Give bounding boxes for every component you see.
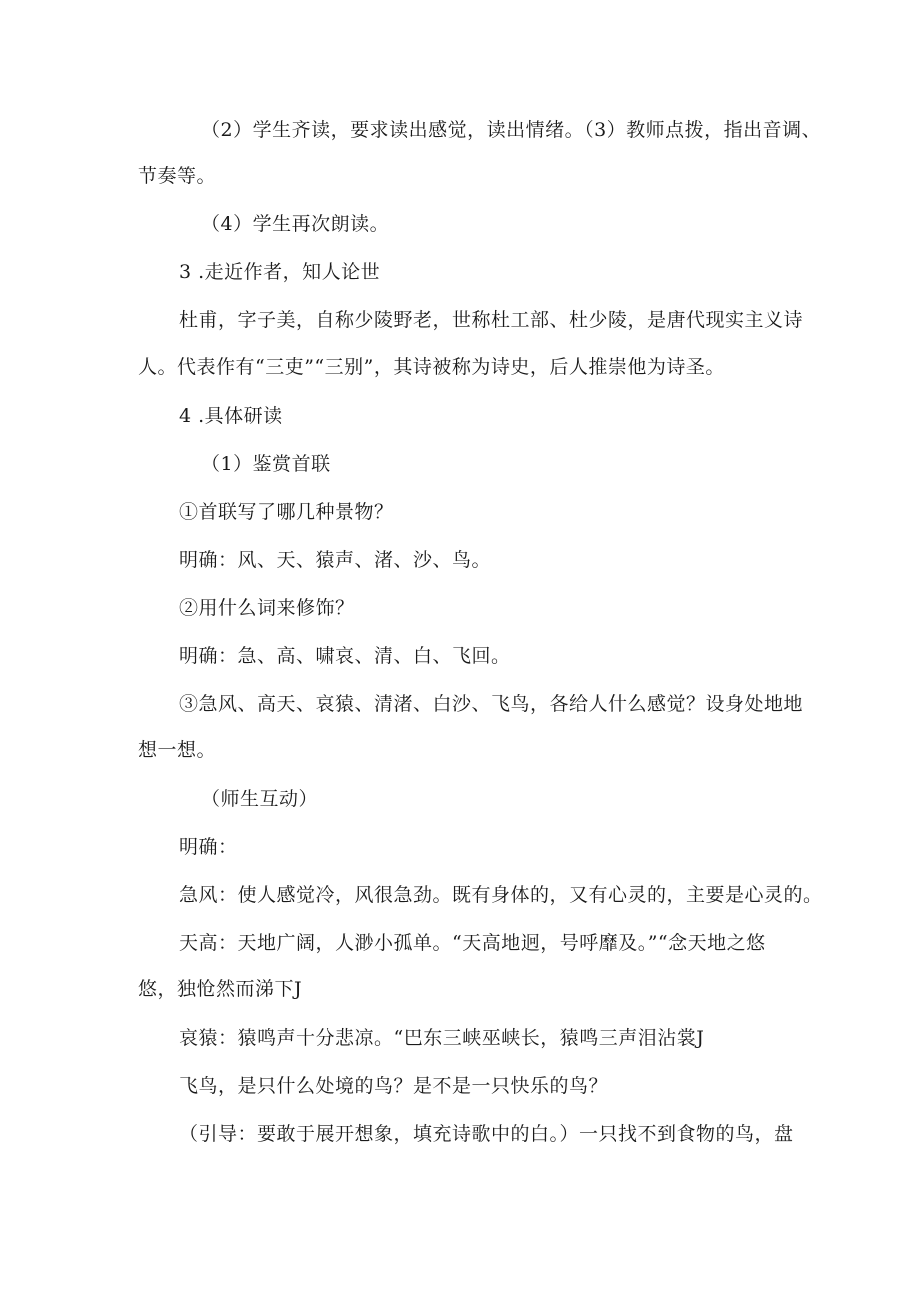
guidance-line: （引导：要敢于展开想象，填充诗歌中的白。）一只找不到食物的鸟，盘 [179, 1123, 794, 1145]
section-heading-study: 4 .具体研读 [179, 405, 283, 427]
paragraph-line-reread: （4）学生再次朗读。 [201, 213, 390, 235]
answer-label: 明确： [179, 836, 238, 858]
paragraph-line-reading-steps: （2）学生齐读，要求读出感觉，读出情绪。（3）教师点拨，指出音调、 [201, 119, 822, 141]
paragraph-line-author-bio: 杜甫，字子美，自称少陵野老，世称杜工部、杜少陵，是唐代现实主义诗 [179, 309, 804, 331]
question-line-3-cont: 想一想。 [138, 739, 217, 761]
question-line-1: ①首联写了哪几种景物？ [179, 501, 394, 523]
answer-line-wind: 急风：使人感觉冷，风很急劲。既有身体的，又有心灵的，主要是心灵的。 [179, 884, 823, 906]
answer-line-sky: 天高：天地广阔，人渺小孤单。“天高地迥，号呼靡及。”“念天地之悠 [179, 932, 766, 954]
paragraph-line-author-bio-cont: 人。代表作有“三吏”“三别”，其诗被称为诗史，后人推崇他为诗圣。 [138, 356, 725, 378]
section-heading-author: 3 .走近作者，知人论世 [179, 261, 381, 283]
paragraph-line-reading-steps-cont: 节奏等。 [138, 165, 217, 187]
answer-line-ape: 哀猿：猿鸣声十分悲凉。“巴东三峡巫峡长，猿鸣三声泪沾裳J [179, 1027, 705, 1049]
answer-line-2: 明确：急、高、啸哀、清、白、飞回。 [179, 645, 511, 667]
interaction-note: （师生互动） [201, 788, 319, 810]
answer-line-1: 明确：风、天、猿声、渚、沙、鸟。 [179, 549, 492, 571]
question-line-bird: 飞鸟，是只什么处境的鸟？是不是一只快乐的鸟？ [179, 1075, 609, 1097]
question-line-2: ②用什么词来修饰？ [179, 597, 355, 619]
answer-line-sky-cont: 悠，独怆然而涕下J [138, 978, 303, 1000]
question-line-3: ③急风、高天、哀猿、清渚、白沙、飞鸟，各给人什么感觉？设身处地地 [179, 693, 804, 715]
subsection-heading-first-couplet: （1）鉴赏首联 [201, 453, 331, 475]
